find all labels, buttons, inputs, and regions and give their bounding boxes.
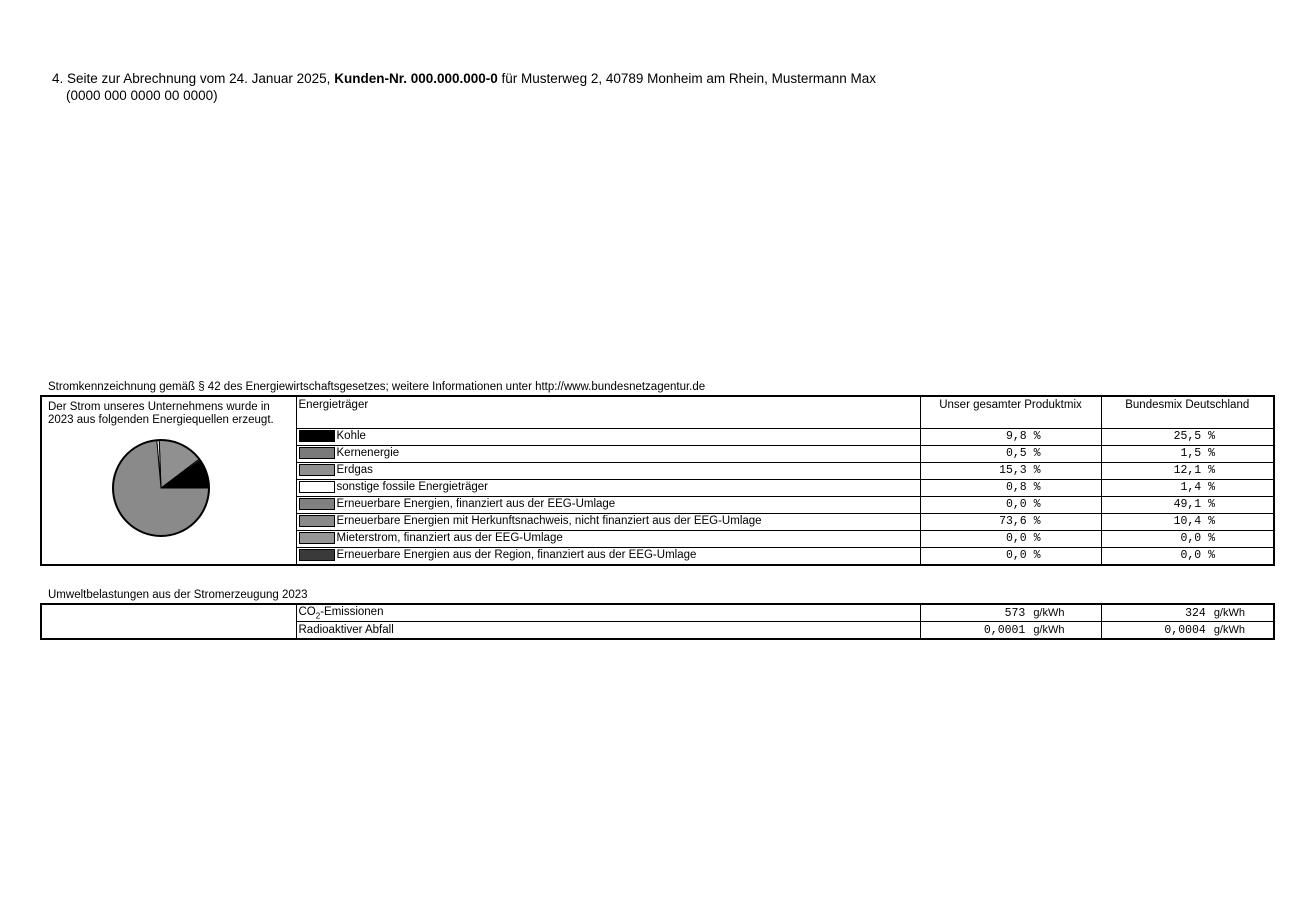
mix-intro-cell [41, 396, 296, 565]
energy-source-name: Erneuerbare Energien aus der Region, finanziert aus der EEG-Umlage [336, 549, 697, 562]
energy-row-national-value: 25,5 % [1101, 428, 1274, 445]
customer-number: Kunden-Nr. 000.000.000-0 [334, 71, 498, 86]
energy-row-label [296, 445, 920, 462]
energy-source-name: Mieterstrom, finanziert aus der EEG-Umlage [336, 532, 563, 545]
env-row-label: Radioaktiver Abfall [296, 622, 920, 640]
env-row-label: $CO_2$-Emissionen [296, 604, 920, 622]
energy-row-product-value: 0,0 % [920, 547, 1101, 565]
legend-swatch [299, 532, 335, 544]
energy-row-national-value: 10,4 % [1101, 513, 1274, 530]
legend-swatch [299, 515, 335, 527]
energy-source-name: sonstige fossile Energieträger [336, 481, 488, 494]
legend-swatch [299, 549, 335, 561]
energy-row-national-value: 0,0 % [1101, 530, 1274, 547]
energy-row-label [296, 462, 920, 479]
energy-source-name: Kohle [336, 430, 366, 443]
legend-swatch [299, 447, 335, 459]
energy-row-label [296, 428, 920, 445]
energy-row-product-value: 0,0 % [920, 530, 1101, 547]
env-caption: Umweltbelastungen aus der Stromerzeugung 2023 [48, 589, 308, 601]
energy-mix-pie-chart [110, 437, 212, 539]
energy-row-product-value: 0,5 % [920, 445, 1101, 462]
env-empty-cell [41, 604, 296, 639]
energy-source-name: Kernenergie [336, 447, 400, 460]
energy-row-product-value: 0,8 % [920, 479, 1101, 496]
energy-row-label [296, 513, 920, 530]
col-header-national: Bundesmix Deutschland [1101, 396, 1274, 428]
energy-row-product-value: 73,6 % [920, 513, 1101, 530]
legend-swatch [299, 430, 335, 442]
env-row-product: 573 g/kWh [920, 604, 1101, 622]
environment-table [40, 603, 1275, 640]
energy-source-name: Erneuerbare Energien, finanziert aus der EEG-Umlage [336, 498, 616, 511]
page-header [52, 70, 876, 104]
energy-row-national-value: 1,5 % [1101, 445, 1274, 462]
mix-caption: Stromkennzeichnung gemäß § 42 des Energiewirtschaftsgesetzes; weitere Informationen unter http://www.bundesnetzagentur.de [48, 381, 706, 393]
mix-intro-text: Der Strom unseres Unternehmens wurde in 2023 aus folgenden Energiequellen erzeugt. [48, 401, 274, 426]
energy-row-label [296, 479, 920, 496]
legend-swatch [299, 464, 335, 476]
env-row-national: 324 g/kWh [1101, 604, 1274, 622]
account-number: (0000 000 0000 00 0000) [66, 88, 218, 103]
energy-row-product-value: 0,0 % [920, 496, 1101, 513]
energy-source-name: Erneuerbare Energien mit Herkunftsnachweis, nicht finanziert aus der EEG-Umlage [336, 515, 762, 528]
header-line-1 [52, 70, 876, 87]
energy-row-label [296, 530, 920, 547]
header-prefix: 4. Seite zur Abrechnung vom 24. Januar 2025, [52, 71, 331, 86]
legend-swatch [299, 481, 335, 493]
energy-row-label [296, 496, 920, 513]
col-header-source: Energieträger [296, 396, 920, 428]
energy-row-national-value: 1,4 % [1101, 479, 1274, 496]
energy-row-national-value: 49,1 % [1101, 496, 1274, 513]
env-row-national: 0,0004 g/kWh [1101, 622, 1274, 640]
energy-row-product-value: 9,8 % [920, 428, 1101, 445]
header-suffix: für Musterweg 2, 40789 Monheim am Rhein, Mustermann Max [501, 71, 876, 86]
legend-swatch [299, 498, 335, 510]
env-row-product: 0,0001 g/kWh [920, 622, 1101, 640]
energy-row-national-value: 0,0 % [1101, 547, 1274, 565]
col-header-product: Unser gesamter Produktmix [920, 396, 1101, 428]
energy-row-product-value: 15,3 % [920, 462, 1101, 479]
energy-mix-table [40, 395, 1275, 566]
energy-source-name: Erdgas [336, 464, 373, 477]
energy-row-label [296, 547, 920, 565]
energy-row-national-value: 12,1 % [1101, 462, 1274, 479]
